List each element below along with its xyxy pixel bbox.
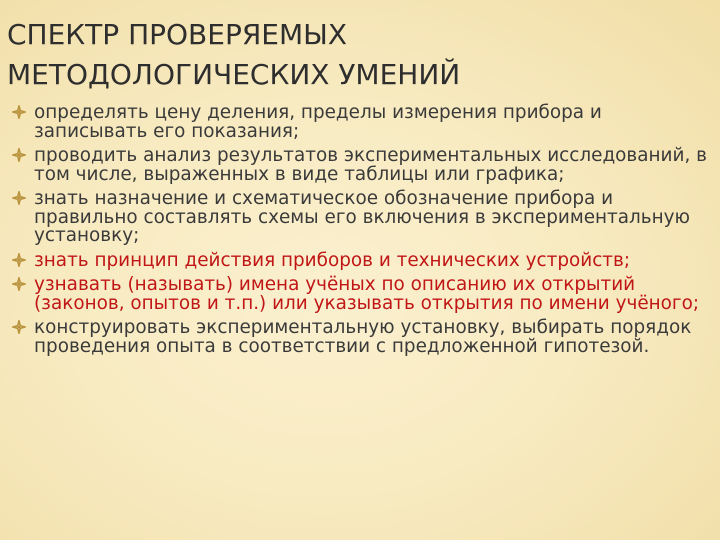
slide-title-line-1: СПЕКТР ПРОВЕРЯЕМЫХ [7,18,348,51]
slide-title-line-2: МЕТОДОЛОГИЧЕСКИХ УМЕНИЙ [7,58,461,91]
bullet-item [12,147,712,184]
slide-title [7,15,707,95]
bullet-text: конструировать экспериментальную установку, выбирать порядок проведения опыта в соответствии с предложенной гипотезой. [34,317,692,357]
bullet-text: проводить анализ результатов экспериментальных исследований, в том числе, выраженных в виде таблицы или графика; [34,145,707,185]
cross-fleuron-icon [12,320,26,334]
bullet-text: узнавать (называть) имена учёных по описанию их открытий (законов, опытов и т.п.) или указывать открытия по имени учёного; [34,274,700,314]
bullet-text: определять цену деления, пределы измерения прибора и записывать его показания; [34,102,602,142]
cross-fleuron-icon [12,105,26,119]
bullet-text: знать назначение и схематическое обозначение прибора и правильно составлять схемы его включения в экспериментальную установку; [34,188,690,246]
bullet-item [12,276,712,313]
cross-fleuron-icon [12,277,26,291]
cross-fleuron-icon [12,148,26,162]
bullet-item [12,319,712,356]
cross-fleuron-icon [12,253,26,267]
bullet-item [12,249,712,271]
cross-fleuron-icon [12,191,26,205]
bullet-item [12,104,712,141]
bullet-item [12,190,712,246]
bullet-list [12,104,712,362]
bullet-text: знать принцип действия приборов и технических устройств; [34,249,631,271]
